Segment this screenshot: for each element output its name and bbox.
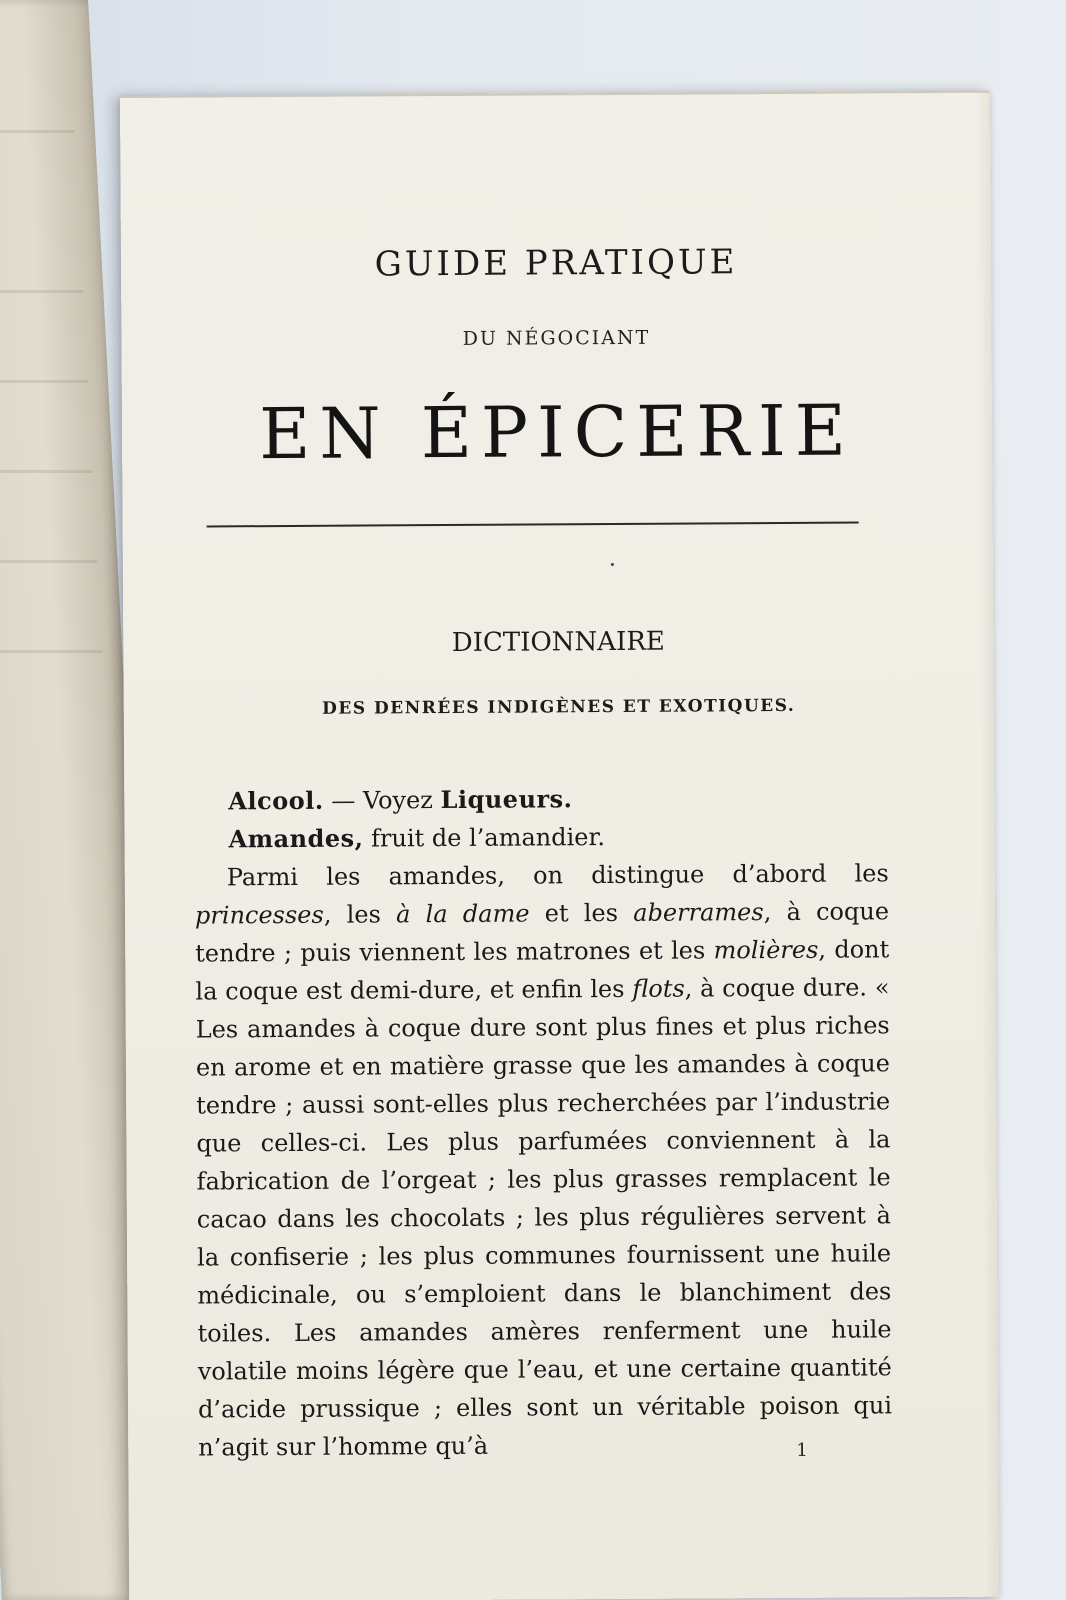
italic-term: molières [713, 935, 819, 965]
book-page [120, 91, 999, 1600]
paragraph-text: , à coque dure. « Les amandes à coque dure sont plus fines et plus riches en arome et en matière grasse que les amandes à coque tendre ; aussi sont-elles plus recherchées par l’industrie que celles-ci. Les plus parfumées conviennent à la fabrication de l’orgeat ; les plus grasses remplacent le cacao dans les chocolats ; les plus régulières servent à la confiserie ; les plus communes fournissent une huile médicinale, ou s’emploient dans le blanchiment des toiles. Les amandes amères renferment une huile volatile moins légère que l’eau, et une certaine quantité d’acide prussique ; elles sont un véritable poison qui n’agit sur l’homme qu’à [195, 973, 893, 1462]
italic-term: aberrames [633, 898, 764, 927]
entry-term: Alcool. [228, 785, 324, 816]
entry-cross-reference: Liqueurs. [440, 784, 573, 815]
entry-alcool [194, 778, 888, 820]
title-guide-pratique: GUIDE PRATIQUE [374, 242, 738, 285]
title-du-negociant: DU NÉGOCIANT [462, 326, 651, 350]
entry-amandes [194, 816, 888, 858]
paragraph-text: et les [529, 898, 634, 928]
body-text [194, 778, 892, 1466]
bleed-through-line [0, 290, 83, 293]
italic-term: à la dame [395, 899, 530, 929]
bleed-through-line [0, 380, 88, 383]
italic-term: princesses [194, 900, 324, 930]
ink-dot [611, 563, 614, 566]
italic-term: flots [632, 974, 685, 1003]
bleed-through-line [0, 650, 102, 653]
section-subtitle: DES DENRÉES INDIGÈNES ET EXOTIQUES. [322, 695, 796, 719]
entry-text: — Voyez [323, 786, 441, 815]
page-number: 1 [796, 1439, 808, 1461]
paragraph-text: Parmi les amandes, on distingue d’abord les [226, 859, 889, 892]
bleed-through-line [0, 130, 75, 133]
paragraph-text: , à coque tendre ; puis viennent les matrones et les [195, 897, 890, 968]
bleed-through-line [0, 560, 98, 563]
title-en-epicerie: EN ÉPICERIE [259, 389, 856, 476]
bleed-through-line [0, 470, 93, 473]
paragraph-amandes [195, 854, 893, 1466]
entry-text: fruit de l’amandier. [363, 823, 605, 853]
paragraph-text: , les [323, 900, 397, 929]
paragraph-text: , dont la coque est demi-dure, et enfin les [195, 935, 890, 1006]
entry-term: Amandes, [228, 823, 364, 854]
title-divider-rule [207, 521, 859, 527]
section-title: DICTIONNAIRE [451, 626, 665, 658]
